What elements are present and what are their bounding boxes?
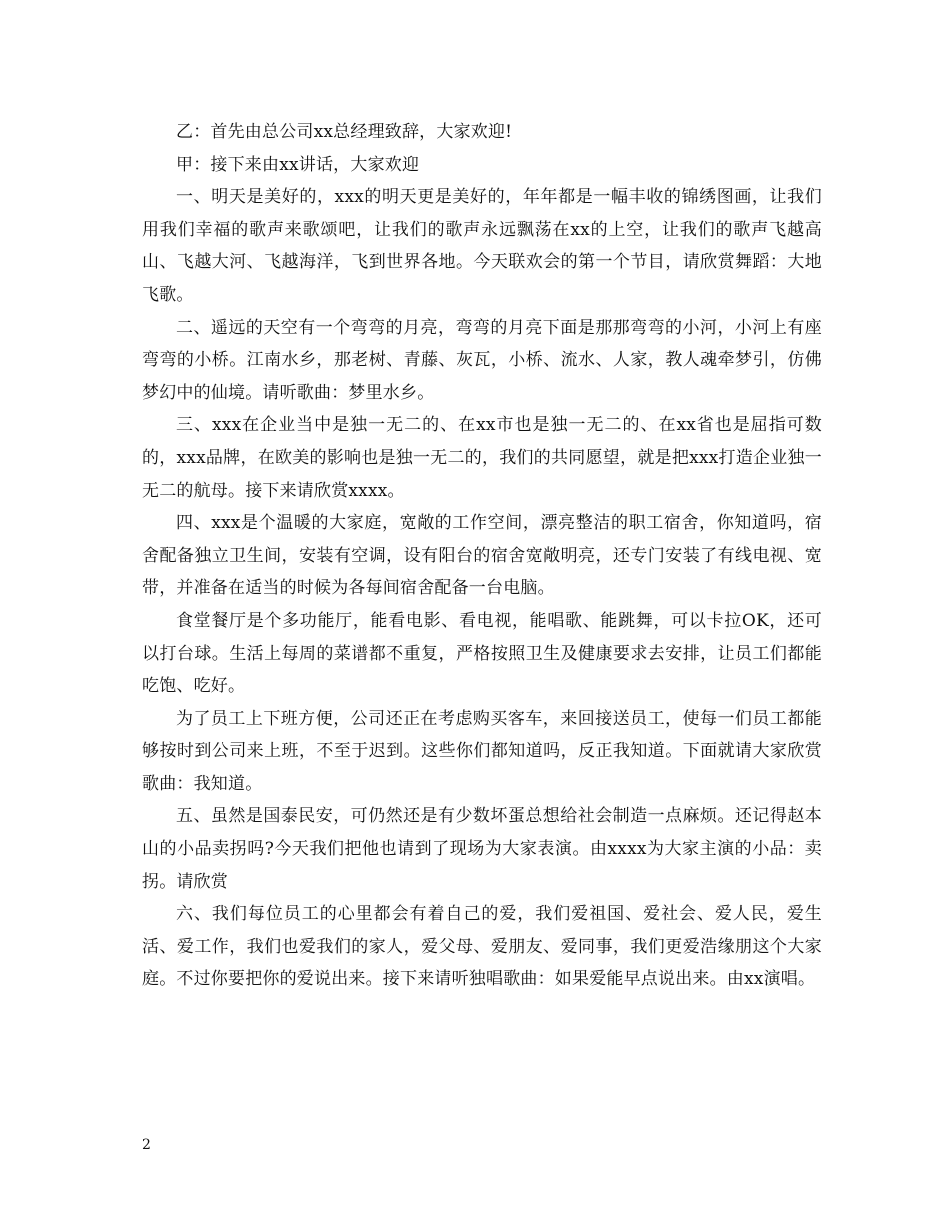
paragraph-commute: 为了员工上下班方便，公司还正在考虑购买客车，来回接送员工，使每一们员工都能够按时到公司来上班，不至于迟到。这些你们都知道吗，反正我知道。下面就请大家欣赏歌曲：我知道。	[142, 708, 822, 794]
paragraph-opening-jia: 甲：接下来由xx讲话，大家欢迎	[176, 154, 420, 175]
paragraph-opening-yi: 乙：首先由总公司xx总经理致辞，大家欢迎!	[176, 122, 513, 142]
page-number: 2	[142, 1137, 151, 1153]
paragraph-section-five: 五、虽然是国泰民安，可仍然还是有少数坏蛋总想给社会制造一点麻烦。还记得赵本山的小品卖拐吗?今天我们把他也请到了现场为大家表演。由xxxx为大家主演的小品：卖拐。请欣赏	[142, 806, 822, 892]
document-body	[142, 116, 822, 996]
paragraph-section-three: 三、xxx在企业当中是独一无二的、在xx市也是独一无二的、在xx省也是屈指可数的，xxx品牌，在欧美的影响也是独一无二的，我们的共同愿望，就是把xxx打造企业独一无二的航母。接下来请欣赏xxxx。	[142, 415, 822, 501]
paragraph-section-one: 一、明天是美好的，xxx的明天更是美好的，年年都是一幅丰收的锦绣图画，让我们用我们幸福的歌声来歌颂吧，让我们的歌声永远飘荡在xx的上空，让我们的歌声飞越高山、飞越大河、飞越海洋，飞到世界各地。今天联欢会的第一个节目，请欣赏舞蹈：大地飞歌。	[142, 187, 822, 305]
paragraph-section-four: 四、xxx是个温暖的大家庭，宽敞的工作空间，漂亮整洁的职工宿舍，你知道吗，宿舍配备独立卫生间，安装有空调，设有阳台的宿舍宽敞明亮，还专门安装了有线电视、宽带，并准备在适当的时候为各每间宿舍配备一台电脑。	[142, 513, 822, 599]
paragraph-section-two: 二、遥远的天空有一个弯弯的月亮，弯弯的月亮下面是那那弯弯的小河，小河上有座弯弯的小桥。江南水乡，那老树、青藤、灰瓦，小桥、流水、人家，教人魂牵梦引，仿佛梦幻中的仙境。请听歌曲：梦里水乡。	[142, 317, 822, 403]
paragraph-canteen: 食堂餐厅是个多功能厅，能看电影、看电视，能唱歌、能跳舞，可以卡拉OK，还可以打台球。生活上每周的菜谱都不重复，严格按照卫生及健康要求去安排，让员工们都能吃饱、吃好。	[142, 610, 822, 697]
paragraph-section-six: 六、我们每位员工的心里都会有着自己的爱，我们爱祖国、爱社会、爱人民，爱生活、爱工作，我们也爱我们的家人，爱父母、爱朋友、爱同事，我们更爱浩缘朋这个大家庭。不过你要把你的爱说出来。接下来请听独唱歌曲：如果爱能早点说出来。由xx演唱。	[142, 904, 822, 990]
